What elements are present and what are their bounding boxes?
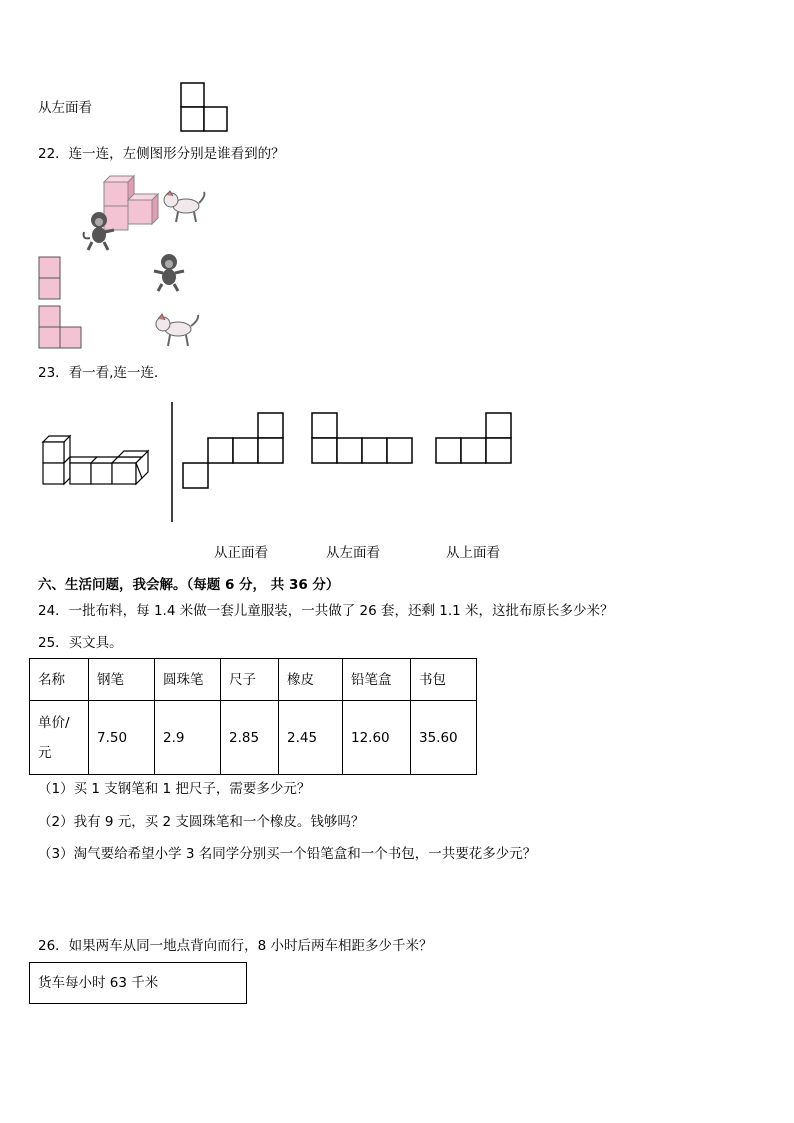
table-cell-price-label [30, 701, 89, 775]
table-header-row [30, 659, 477, 701]
view-figure-a [182, 412, 286, 490]
question-25-sub-2: （2）我有 9 元，买 2 支圆珠笔和一个橡皮。钱够吗？ [38, 814, 365, 830]
label-top-view: 从上面看 [446, 545, 500, 561]
question-22: 22．连一连，左侧图形分别是谁看到的？ [38, 146, 285, 162]
question-25-sub-1: （1）买 1 支钢笔和 1 把尺子，需要多少元？ [38, 781, 311, 797]
truck-speed-box [29, 962, 247, 1004]
price-table [29, 658, 477, 775]
table-cell: 7.50 [89, 701, 155, 775]
table-cell: 圆珠笔 [155, 659, 221, 701]
cube-solid-3d [40, 434, 156, 492]
table-cell: 2.85 [221, 701, 279, 775]
monkey-icon [152, 253, 186, 293]
view-figure-c [435, 412, 515, 466]
table-cell: 2.9 [155, 701, 221, 775]
table-row [30, 701, 477, 775]
view-figure-b [311, 412, 415, 466]
label-left-view: 从左面看 [326, 545, 380, 561]
left-view-figure [180, 82, 230, 134]
section-6-heading: 六、生活问题，我会解。（每题 6 分， 共 36 分） [38, 577, 340, 593]
question-23: 23．看一看,连一连． [38, 365, 168, 381]
table-cell: 钢笔 [89, 659, 155, 701]
monkey-icon [82, 210, 116, 252]
table-cell: 名称 [30, 659, 89, 701]
table-cell: 橡皮 [279, 659, 343, 701]
divider-line [170, 402, 174, 522]
table-cell: 12.60 [343, 701, 411, 775]
table-cell: 铅笔盒 [343, 659, 411, 701]
truck-speed-text: 货车每小时 63 千米 [38, 975, 159, 991]
price-label-line-1: 单价/ [38, 714, 70, 731]
label-front-view: 从正面看 [214, 545, 268, 561]
pink-view-l-shape [38, 305, 84, 349]
table-cell: 尺子 [221, 659, 279, 701]
price-label-line-2: 元 [38, 744, 52, 761]
dog-icon [152, 312, 202, 348]
question-24: 24．一批布料，每 1.4 米做一套儿童服装，一共做了 26 套，还剩 1.1 米，这批布原长多少米？ [38, 603, 614, 619]
table-cell: 2.45 [279, 701, 343, 775]
table-cell: 35.60 [411, 701, 477, 775]
question-25: 25．买文具。 [38, 635, 123, 651]
table-cell: 书包 [411, 659, 477, 701]
question-25-sub-3: （3）淘气要给希望小学 3 名同学分别买一个铅笔盒和一个书包，一共要花多少元？ [38, 846, 537, 862]
dog-icon [160, 190, 208, 224]
pink-view-two-stack [38, 256, 62, 300]
left-view-label: 从左面看 [38, 100, 92, 116]
question-26: 26．如果两车从同一地点背向而行，8 小时后两车相距多少千米？ [38, 938, 433, 954]
